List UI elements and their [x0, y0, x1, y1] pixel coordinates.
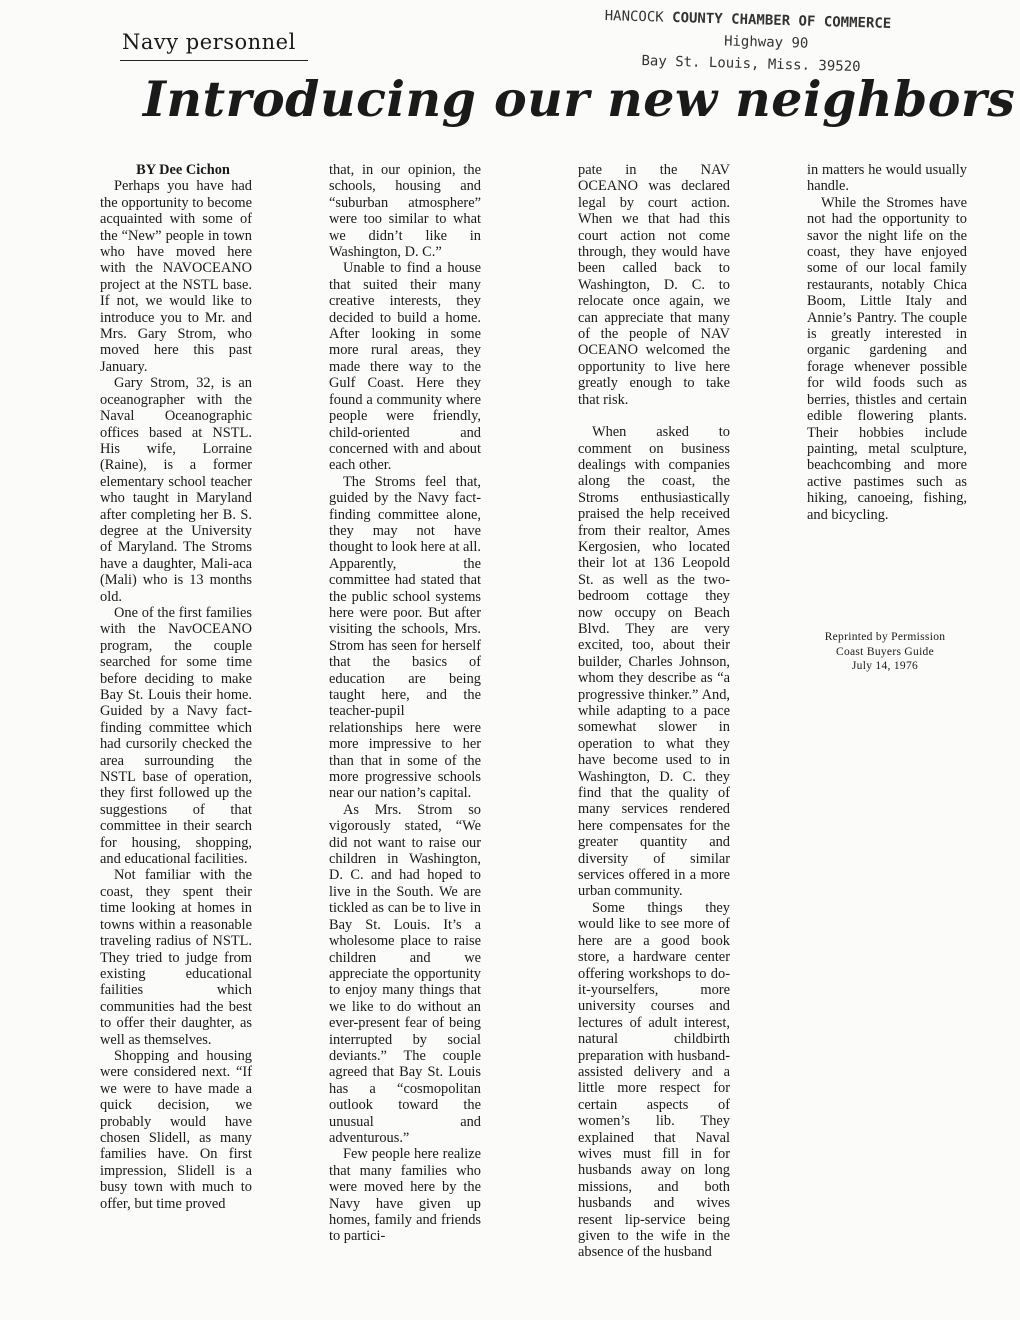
- reprint-credit: [805, 630, 965, 674]
- stamp-line-1: [604, 8, 891, 32]
- paragraph: Not familiar with the coast, they spent their time looking at homes in towns within a reasonable traveling radius of NSTL. They tried to judge from existing educational failities which communities had the best to offer their daughter, as well as themselves.: [100, 867, 252, 1048]
- stamp-line-1a: HANCOCK: [604, 7, 664, 26]
- article-column-3: [578, 162, 730, 1312]
- paragraph: in matters he would usually handle.: [807, 162, 967, 195]
- paragraph: While the Stromes have not had the opportunity to savor the night life on the coast, they have enjoyed some of our local family restaurants, notably Chica Boom, Little Italy and Annie’s Pantry. The couple is greatly interested in organic gardening and forage whenever possible for wild foods such as berries, thistles and certain edible flowering plants. Their hobbies include painting, metal sculpture, beachcombing and more active pastimes such as hiking, canoeing, fishing, and bicycling.: [807, 194, 967, 523]
- headline: Introducing our new neighbors: [143, 70, 1016, 128]
- stamp-line-3: Bay St. Louis, Miss. 39520: [641, 53, 861, 76]
- paragraph: Some things they would like to see more of here are a good book store, a hardware center offering workshops to do-it-yourselfers, more university courses and lectures of adult interest, natural childbirth preparation with husband-assisted delivery and a little more respect for certain aspects of women’s lib. They explained that Naval wives must fill in for husbands away on long missions, and both husbands and wives resent lip-service being given to the wife in the absence of the husband: [578, 899, 730, 1261]
- paragraph: As Mrs. Strom so vigorously stated, “We did not want to raise our children in Washington, D. C. and had hoped to live in the South. We are tickled as can be to live in Bay St. Louis. It’s a wholesome place to raise children and we appreciate the opportunity to enjoy many things that we like to do without an ever-present fear of being interrupted by social deviants.” The couple agreed that Bay St. Louis has a “cosmopolitan outlook toward the unusual and adventurous.”: [329, 801, 481, 1146]
- credit-line-2: Coast Buyers Guide: [835, 645, 935, 658]
- paragraph: Perhaps you have had the opportunity to become acquainted with some of the “New” people in town who have moved here with the NAVOCEANO project at the NSTL base. If not, we would like to introduce you to Mr. and Mrs. Gary Strom, who moved here this past January.: [100, 178, 252, 375]
- article-column-2: [329, 162, 481, 1312]
- credit-line-3: July 14, 1976: [851, 660, 919, 672]
- paragraph: Few people here realize that many families who were moved here by the Navy have given up homes, family and friends to partici-: [329, 1146, 481, 1245]
- paragraph: When asked to comment on business dealings with companies along the coast, the Stroms enthusiastically praised the help received from their realtor, Ames Kergosien, who located their lot at 136 Leopold St. as well as the two-bedroom cottage they now occupy on Beach Blvd. They are very excited, too, about their builder, Charles Johnson, whom they describe as “a progressive thinker.” And, while adapting to a pace somewhat slower in operation to what they have become used to in Washington, D. C. they find that the quality of many services rendered here compensates for the greater quantity and diversity of similar services offered in a more urban community.: [578, 424, 730, 900]
- credit-line-1: Reprinted by Permission: [824, 631, 946, 643]
- paragraph: One of the first families with the NavOCEANO program, the couple searched for some time before deciding to make Bay St. Louis their home. Guided by a Navy fact-finding committee which had cursorily checked the area surrounding the NSTL base of operation, they first followed up the suggestions of that committee in their search for housing, shopping, and educational facilities.: [100, 604, 252, 868]
- stamp-line-1b: COUNTY CHAMBER OF COMMERCE: [671, 9, 892, 32]
- stamp-line-2: Highway 90: [723, 33, 809, 52]
- paragraph: that, in our opinion, the schools, housing and “suburban atmosphere” were too similar to what we didn’t like in Washington, D. C.”: [329, 162, 481, 261]
- paragraph: Gary Strom, 32, is an oceanographer with the Naval Oceanographic offices based at NSTL. His wife, Lorraine (Raine), is a former elementary school teacher who taught in Maryland after completing her B. S. degree at the University of Maryland. The Stroms have a daughter, Mali-aca (Mali) who is 13 months old.: [100, 375, 252, 605]
- paragraph: The Stroms feel that, guided by the Navy fact-finding committee alone, they may not have thought to look here at all. Apparently, the committee had stated that the public school systems here were poor. But after visiting the schools, Mrs. Strom has seen for herself that the basics of education are being taught here, and the teacher-pupil relationships here were more impressive to her than that in some of the more progressive schools near our nation’s capital.: [329, 473, 481, 802]
- article-column-1: [100, 162, 252, 1312]
- paragraph: Unable to find a house that suited their many creative interests, they decided to build a home. After looking in some more rural areas, they made there way to the Gulf Coast. Here they found a community where people were friendly, child-oriented and concerned with and about each other.: [329, 260, 481, 474]
- section-rule: [120, 60, 308, 61]
- byline: BY Dee Cichon: [136, 162, 230, 178]
- paragraph: pate in the NAV OCEANO was declared legal by court action. When we that had this court action not come through, they would have been called back to Washington, D. C. to relocate once again, we can appreciate that many of the people of NAV OCEANO welcomed the opportunity to live here greatly enough to take that risk.: [578, 162, 730, 408]
- article-column-4: [807, 162, 967, 1312]
- section-label: Navy personnel: [122, 30, 296, 54]
- paragraph: Shopping and housing were considered next. “If we were to have made a quick decision, we probably would have chosen Slidell, as many families have. On first impression, Slidell is a busy town with much to offer, but time proved: [100, 1047, 252, 1212]
